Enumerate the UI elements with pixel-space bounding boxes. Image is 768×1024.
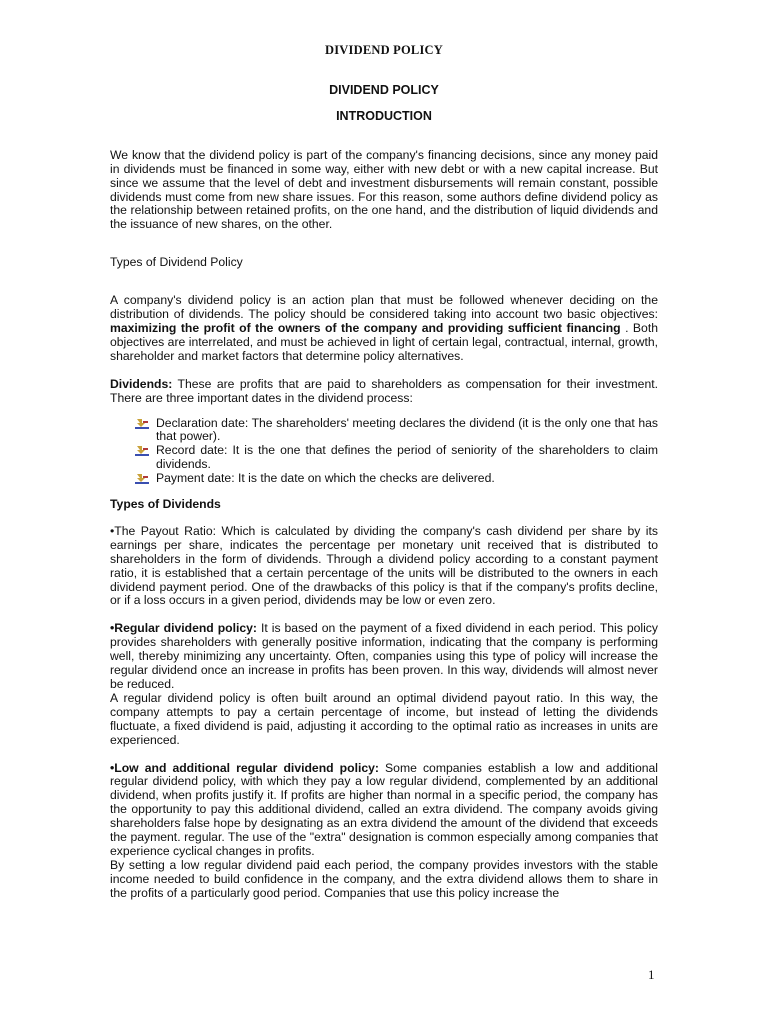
- page-number: 1: [648, 967, 655, 982]
- regular-dividend-paragraph-2: A regular dividend policy is often built around an optimal dividend payout ratio. In this way, the company attempts to pay a certain percentage of income, but instead of letting the dividends fluctuate, a fixed dividend is paid, adjusting it according to the optimal ratio as increases in units are experienced.: [110, 690, 658, 747]
- document-title: DIVIDEND POLICY: [329, 83, 439, 97]
- colored-arrow-bullet-icon: [135, 418, 149, 429]
- types-of-dividend-policy-label: Types of Dividend Policy: [110, 255, 243, 270]
- low-additional-dividend-text: Some companies establish a low and additional regular dividend policy, with which they pay a low regular dividend, complemented by an additional dividend, when profits justify it. If profits are higher than normal in a specific period, the company has the opportunity to pay this additional dividend, called an extra dividend. The company avoids giving shareholders false hope by designating as an extra dividend the amount of the dividend that exceeds the payment. regular. The use of the "extra" designation is common especially among companies that experience cyclical changes in profits.: [110, 760, 658, 858]
- company-policy-objectives: maximizing the profit of the owners of the company and providing sufficient financing: [110, 320, 621, 335]
- dividend-dates-list: [110, 417, 658, 487]
- low-additional-dividend-label: •Low and additional regular dividend policy:: [110, 760, 379, 775]
- declaration-date-text: Declaration date: The shareholders' meeting declares the dividend (it is the only one that has that power).: [156, 415, 658, 444]
- colored-arrow-bullet-icon: [135, 445, 149, 456]
- colored-arrow-bullet-icon: [135, 473, 149, 484]
- company-policy-text: A company's dividend policy is an action plan that must be followed whenever deciding on the distribution of dividends. The policy should be considered taking into account two basic objectives:: [110, 293, 658, 322]
- company-policy-paragraph: [110, 294, 658, 364]
- low-additional-dividend-paragraph-2: By setting a low regular dividend paid each period, the company provides investors with the stable income needed to build confidence in the company, and the extra dividend allows them to share in the profits of a particularly good period. Companies that use this policy increase the: [110, 857, 658, 900]
- regular-dividend-text: It is based on the payment of a fixed dividend in each period. This policy provides shareholders with generally positive information, indicating that the company is performing well, thereby minimizing any uncertainty. Often, companies using this type of policy will increase the regular dividend once an increase in profits has been proven. In this way, dividends will almost never be reduced.: [110, 621, 658, 691]
- payment-date-text: Payment date: It is the date on which the checks are delivered.: [156, 471, 495, 486]
- list-item-declaration-date: [135, 417, 658, 445]
- regular-dividend-label: •Regular dividend policy:: [110, 621, 257, 636]
- company-policy-text-end: . Both objectives are interrelated, and must be achieved in light of certain legal, contractual, internal, growth, shareholder and market factors that determine policy alternatives.: [110, 320, 658, 363]
- section-title-introduction: INTRODUCTION: [336, 108, 432, 123]
- list-item-record-date: [135, 444, 658, 472]
- list-item-payment-date: [135, 472, 658, 486]
- dividends-text: These are profits that are paid to shareholders as compensation for their investment. There are three important dates in the dividend process:: [110, 376, 658, 405]
- intro-paragraph: We know that the dividend policy is part of the company's financing decisions, since any money paid in dividends must be financed in some way, either with new debt or with a new capital increase. But since we assume that the level of debt and investment disbursements will remain constant, possible dividends must come from new share issues. For this reason, some authors define dividend policy as the relationship between retained profits, on the one hand, and the distribution of liquid dividends and the issuance of new shares, on the other.: [110, 147, 658, 232]
- regular-dividend-paragraph: [110, 622, 658, 692]
- types-of-dividends-heading: Types of Dividends: [110, 497, 221, 512]
- document-body: [110, 84, 658, 901]
- record-date-text: Record date: It is the one that defines the period of seniority of the shareholders to claim dividends.: [156, 443, 658, 472]
- low-additional-dividend-paragraph: [110, 762, 658, 859]
- payout-ratio-paragraph: •The Payout Ratio: Which is calculated by dividing the company's cash dividend per share by its earnings per share, indicates the percentage per monetary unit received that is distributed to shareholders in the form of dividends. Through a dividend policy according to a constant payment ratio, it is established that a certain percentage of the units will be distributed to the owners in each dividend payment period. One of the drawbacks of this policy is that if the company's profits decline, or if a loss occurs in a given period, dividends may be low or even zero.: [110, 523, 658, 608]
- dividends-paragraph: [110, 378, 658, 406]
- dividends-label: Dividends:: [110, 376, 173, 391]
- running-header-title: DIVIDEND POLICY: [325, 43, 443, 57]
